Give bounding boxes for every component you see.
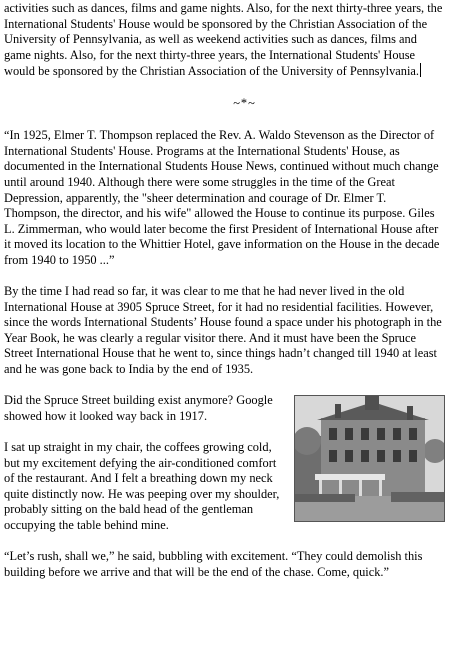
paragraph-5[interactable]: I sat up straight in my chair, the coffees growing cold, but my excitement defying the air-conditioned comfort of the restaurant. And I felt a breathing down my neck quite distinctly now. He was peeping over my shoulder, probably sitting on the bald head of the gentleman occupying the table behind mine. xyxy=(4,440,280,532)
paragraph-1[interactable] xyxy=(4,1,445,80)
spruce-street-building-photo xyxy=(294,395,445,522)
paragraph-3[interactable]: By the time I had read so far, it was clear to me that he had never lived in the old International House at 3905 Spruce Street, for it had no residential facilities. However, since the words International Students’ House found a space under his photograph in the Year Book, he was clearly a regular visitor there. And it must have been the Spruce Street International House that he went to, since things hadn’t changed till 1940 at least and he was gone back to India by the end of 1935. xyxy=(4,284,442,377)
section-separator: ~*~ xyxy=(233,95,256,110)
paragraph-1-text: activities such as dances, films and game nights. Also, for the next thirty-three years, the International Students' House would be sponsored by the Christian Association of the University of Pennsylvania, as well as weekend activities such as dances, films and game nights. Also, for the next thirty-three years, the International Students' House would be sponsored by the Christian Association of the University of Pennsylvania. xyxy=(4,1,443,79)
paragraph-6[interactable]: “Let’s rush, shall we,” he said, bubbling with excitement. “They could demolish this building before we arrive and that will be the end of the chase. Come, quick.” xyxy=(4,549,423,579)
building-image xyxy=(295,396,444,521)
paragraph-2[interactable]: “In 1925, Elmer T. Thompson replaced the Rev. A. Waldo Stevenson as the Director of International Students' House. Programs at the International Students' House, as documented in the International Students House News, continued without much change until around 1940. Although there were some struggles in the time of the Great Depression, apparently, the "sheer determination and courage of Dr. Elmer T. Thompson, the director, and his wife" allowed the House to continue its purpose. Giles L. Zimmerman, who would later become the first President of International House after it moved its location to the Whittier Hotel, gave information on the House in the decade from 1940 to 1950 ...” xyxy=(4,128,440,267)
text-cursor xyxy=(420,63,421,77)
paragraph-4[interactable]: Did the Spruce Street building exist anymore? Google showed how it looked way back in 1917. xyxy=(4,393,273,423)
